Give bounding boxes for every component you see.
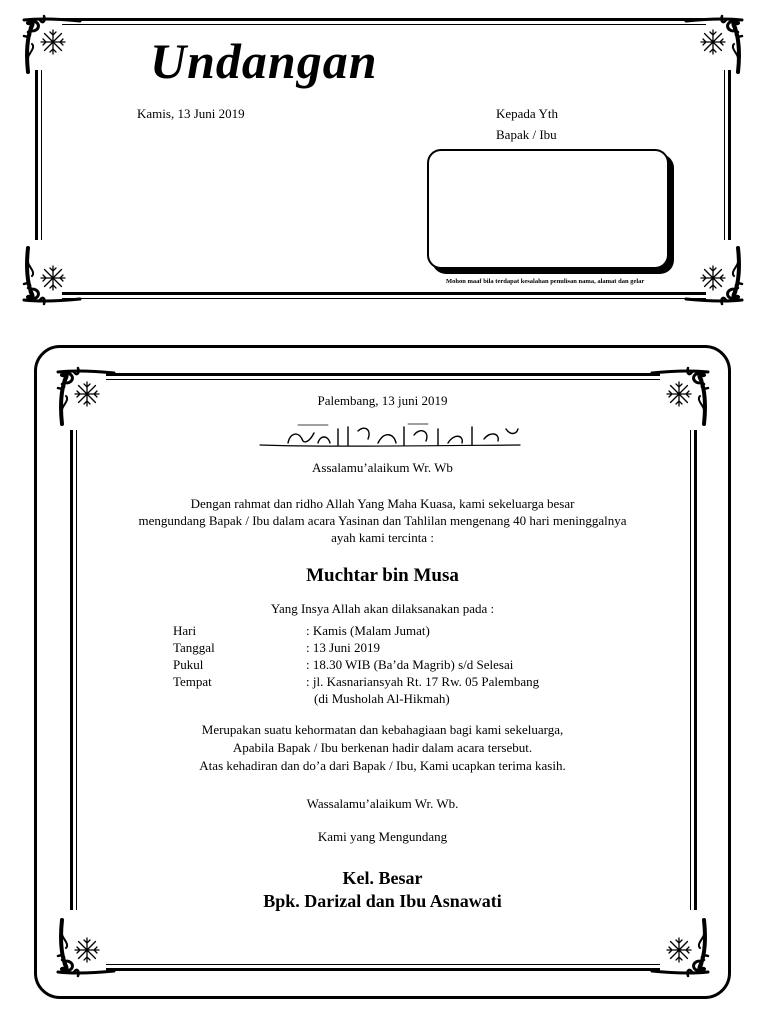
family-name-line2: Bpk. Darizal dan Ibu Asnawati	[263, 891, 502, 911]
detail-label-time: Pukul	[173, 657, 204, 672]
bottom-border-line	[62, 292, 706, 295]
closing-line: Merupakan suatu kehormatan dan kebahagiaan bagi kami sekeluarga,	[201, 722, 564, 737]
top-border-line	[62, 18, 706, 21]
detail-label-day: Hari	[173, 623, 197, 638]
invitation-title: Undangan	[150, 33, 378, 89]
frame-top-line	[106, 373, 660, 376]
lead-in: Yang Insya Allah akan dilaksanakan pada :	[270, 601, 495, 616]
detail-label-date: Tanggal	[173, 640, 215, 655]
closing-greeting: Wassalamu’alaikum Wr. Wb.	[306, 796, 459, 811]
left-border-line	[35, 70, 38, 240]
envelope-card	[0, 0, 768, 320]
signoff: Kami yang Mengundang	[317, 829, 448, 844]
deceased-name: Muchtar bin Musa	[306, 565, 459, 586]
bottom-border-line-inner	[62, 298, 706, 299]
corner-ornament-icon	[56, 918, 116, 978]
place-date: Palembang, 13 juni 2019	[317, 393, 448, 408]
envelope-date: Kamis, 13 Juni 2019	[137, 106, 245, 121]
family-name-line1: Kel. Besar	[342, 868, 423, 888]
detail-value-date: : 13 Juni 2019	[306, 640, 381, 655]
recipient-heading: Kepada Yth	[496, 106, 558, 121]
corner-ornament-icon	[684, 14, 744, 74]
detail-value-time: : 18.30 WIB (Ba’da Magrib) s/d Selesai	[306, 657, 514, 672]
address-box	[427, 149, 669, 269]
detail-value-day: : Kamis (Malam Jumat)	[306, 623, 430, 638]
frame-bottom-line	[106, 968, 660, 971]
detail-value-place-extra: (di Musholah Al-Hikmah)	[314, 691, 450, 706]
corner-ornament-icon	[22, 246, 82, 306]
closing-line: Atas kehadiran dan do’a dari Bapak / Ibu, Kami ucapkan terima kasih.	[199, 758, 566, 773]
detail-value-place: : jl. Kasnariansyah Rt. 17 Rw. 05 Palembang	[306, 674, 540, 689]
apology-note: Mohon maaf bila terdapat kesalahan penulisan nama, alamat dan gelar	[446, 278, 645, 285]
intro-line: mengundang Bapak / Ibu dalam acara Yasinan dan Tahlilan mengenang 40 hari meninggalnya	[138, 513, 627, 528]
right-border-line	[728, 70, 731, 240]
frame-bottom-line-inner	[106, 964, 660, 965]
intro-line: ayah kami tercinta :	[331, 530, 434, 545]
right-border-line-inner	[724, 70, 725, 240]
opening-greeting: Assalamu’alaikum Wr. Wb	[312, 460, 453, 475]
bismillah-calligraphy-icon	[258, 421, 524, 453]
corner-ornament-icon	[684, 246, 744, 306]
intro-line: Dengan rahmat dan ridho Allah Yang Maha Kuasa, kami sekeluarga besar	[190, 496, 575, 511]
corner-ornament-icon	[22, 14, 82, 74]
corner-ornament-icon	[650, 918, 710, 978]
frame-top-line-inner	[106, 379, 660, 380]
top-border-line-inner	[62, 24, 706, 25]
closing-line: Apabila Bapak / Ibu berkenan hadir dalam acara tersebut.	[232, 740, 533, 755]
recipient-salutation: Bapak / Ibu	[496, 127, 557, 142]
detail-label-place: Tempat	[173, 674, 212, 689]
left-border-line-inner	[41, 70, 42, 240]
